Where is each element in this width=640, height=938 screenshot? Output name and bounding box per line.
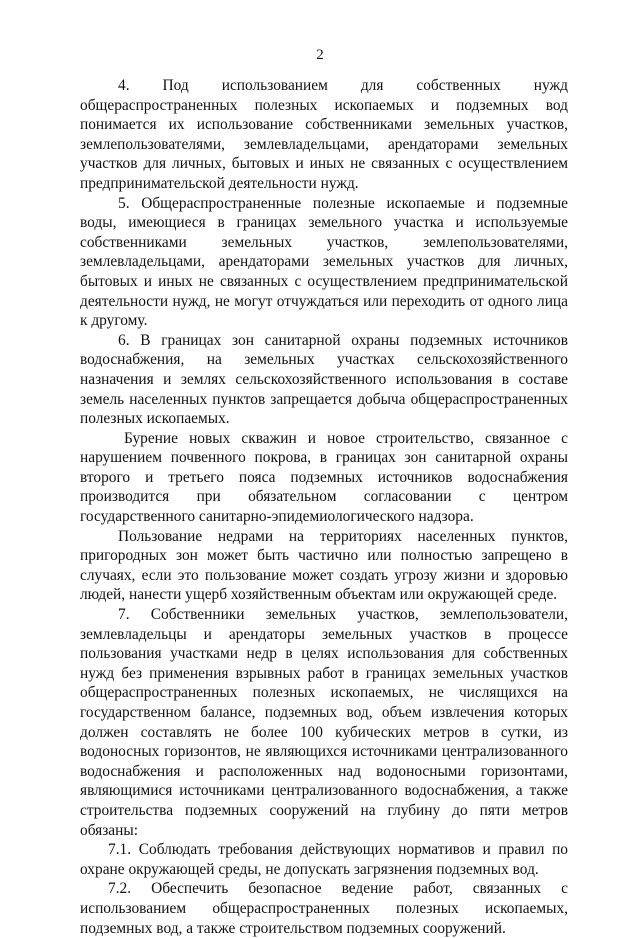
paragraph-7: 7. Собственники земельных участков, землепользователи, землевладельцы и арендаторы земельных участков в процессе пользования участками недр в целях использования для собственных нужд без применения взрывных работ в границах земельных участков общераспространенных полезных ископаемых, не числящихся на государственном балансе, подземных вод, объем извлечения которых должен составлять не более 100 кубических метров в сутки, из водоносных горизонтов, не являющихся источниками централизованного водоснабжения и расположенных над водоносными горизонтами, являющимися источниками централизованного водоснабжения, а также строительства подземных сооружений на глубину до пяти метров обязаны: [80,606,568,839]
document-body [80,76,568,938]
paragraph-subsoil-use: Пользование недрами на территориях населенных пунктов, пригородных зон может быть частично или полностью запрещено в случаях, если это пользование может создать угрозу жизни и здоровью людей, нанести ущерб хозяйственным объектам или окружающей среде. [80,527,568,604]
page-number: 2 [316,47,324,63]
paragraph-5: 5. Общераспространенные полезные ископаемые и подземные воды, имеющиеся в границах земельного участка и используемые собственниками земельных участков, землепользователями, землевладельцами, арендаторами земельных участков для личных, бытовых и иных не связанных с осуществлением предпринимательской деятельности нужд, не могут отчуждаться или переходить от одного лица к другому. [80,194,568,330]
paragraph-6: 6. В границах зон санитарной охраны подземных источников водоснабжения, на земельных участках сельскохозяйственного назначения и землях сельскохозяйственного использования в составе земель населенных пунктов запрещается добыча общераспространенных полезных ископаемых. [80,331,568,428]
paragraph-7-1: 7.1. Соблюдать требования действующих нормативов и правил по охране окружающей среды, не допускать загрязнения подземных вод. [80,841,568,878]
paragraph-4: 4. Под использованием для собственных нужд общераспространенных полезных ископаемых и подземных вод понимается их использование собственниками земельных участков, землепользователями, землевладельцами, арендаторами земельных участков для личных, бытовых и иных не связанных с осуществлением предпринимательской деятельности нужд. [80,77,568,192]
paragraph-drilling: Бурение новых скважин и новое строительство, связанное с нарушением почвенного покрова, в границах зон санитарной охраны второго и третьего пояса подземных источников водоснабжения производится при обязательном согласовании с центром государственного санитарно-эпидемиологического надзора. [80,429,568,526]
paragraph-7-2: 7.2. Обеспечить безопасное ведение работ, связанных с использованием общераспространенных полезных ископаемых, подземных вод, а также строительством подземных сооружений. [80,880,568,937]
